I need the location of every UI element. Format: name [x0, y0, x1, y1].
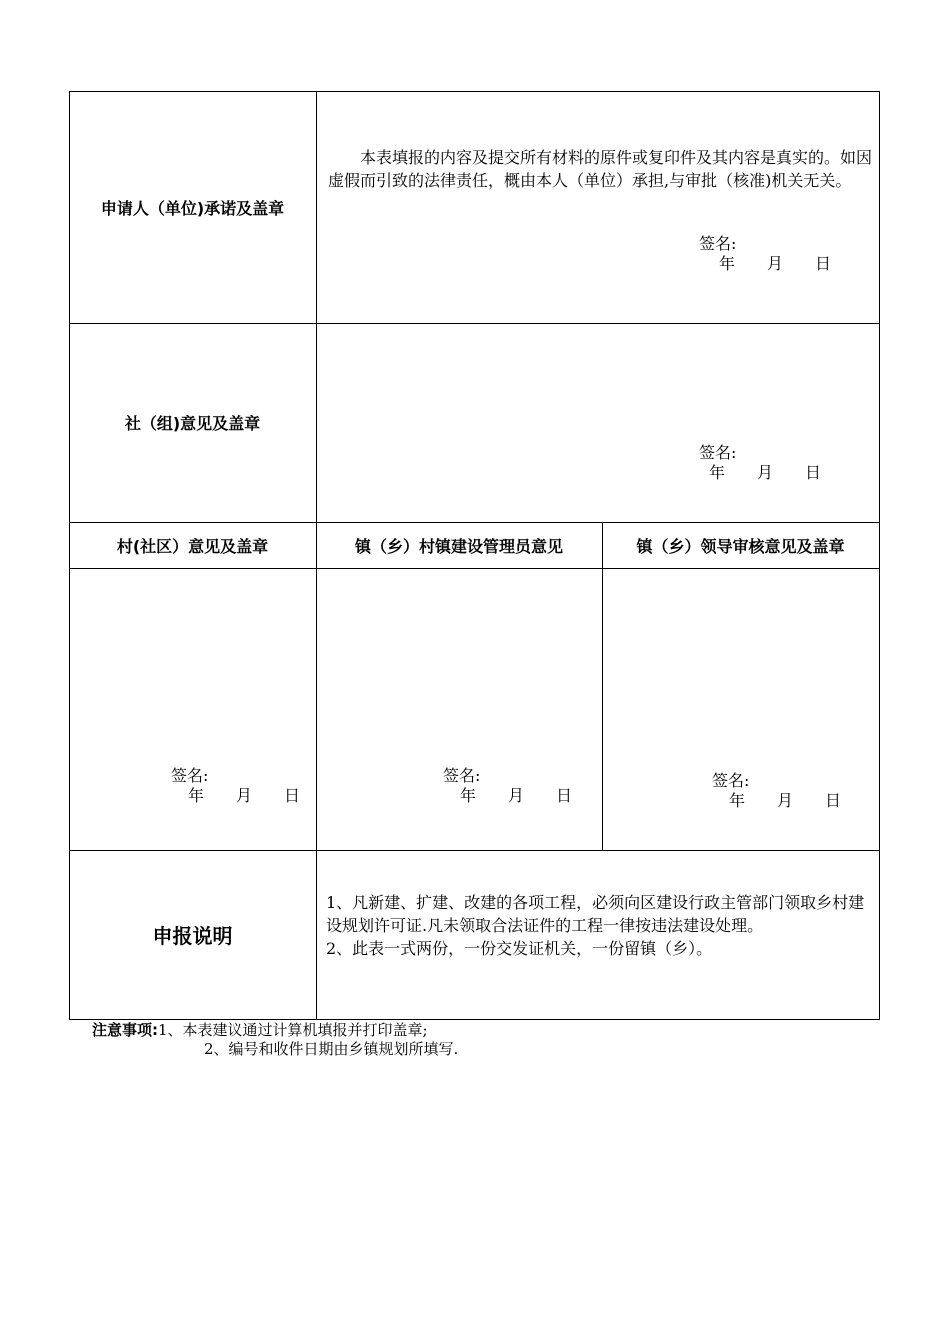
month-label: 月 — [508, 786, 525, 805]
declaration-label: 申报说明 — [152, 924, 233, 948]
table-border-right — [879, 91, 880, 1020]
declaration-item-2: 2、此表一式两份，一份交发证机关，一份留镇（乡）。 — [326, 939, 713, 958]
column-divider — [602, 522, 603, 850]
applicant-promise-label: 申请人（单位)承诺及盖章 — [100, 198, 285, 218]
year-label: 年 — [719, 254, 736, 273]
month-label: 月 — [757, 463, 774, 482]
signature-label: 签名: — [699, 234, 737, 253]
day-label: 日 — [815, 254, 832, 273]
day-label: 日 — [284, 786, 301, 805]
notes-block — [92, 1021, 458, 1059]
community-opinion-label: 社（组)意见及盖章 — [124, 414, 261, 433]
town-manager-opinion-header: 镇（乡）村镇建设管理员意见 — [354, 536, 563, 556]
row-divider — [69, 568, 880, 569]
notes-item-2: 2、编号和收件日期由乡镇规划所填写. — [204, 1040, 459, 1058]
year-label: 年 — [729, 791, 746, 810]
application-form-table — [69, 91, 880, 1020]
community-signature-block — [699, 443, 821, 483]
table-border-bottom — [69, 1019, 880, 1020]
applicant-signature-block — [699, 234, 831, 274]
month-label: 月 — [777, 791, 794, 810]
declaration-text — [326, 891, 874, 960]
applicant-promise-text: 本表填报的内容及提交所有材料的原件或复印件及其内容是真实的。如因虚假而引致的法律责任，概由本人（单位）承担,与审批（核准)机关无关。 — [328, 148, 873, 190]
signature-label: 签名: — [712, 771, 750, 790]
notes-item-1: 1、本表建议通过计算机填报并打印盖章; — [158, 1021, 428, 1039]
month-label: 月 — [767, 254, 784, 273]
leader-signature-block — [712, 771, 841, 811]
year-label: 年 — [709, 463, 726, 482]
year-label: 年 — [460, 786, 477, 805]
day-label: 日 — [556, 786, 573, 805]
village-opinion-header: 村(社区）意见及盖章 — [116, 536, 269, 556]
year-label: 年 — [188, 786, 205, 805]
declaration-item-1: 1、凡新建、扩建、改建的各项工程，必须向区建设行政主管部门领取乡村建设规划许可证.凡未领取合法证件的工程一律按违法建设处理。 — [326, 893, 865, 935]
town-leader-review-header: 镇（乡）领导审核意见及盖章 — [636, 536, 845, 556]
day-label: 日 — [805, 463, 822, 482]
signature-label: 签名: — [699, 443, 737, 462]
notes-title: 注意事项: — [92, 1021, 158, 1039]
village-signature-block — [171, 766, 300, 806]
signature-label: 签名: — [171, 766, 209, 785]
signature-label: 签名: — [443, 766, 481, 785]
day-label: 日 — [825, 791, 842, 810]
month-label: 月 — [236, 786, 253, 805]
manager-signature-block — [443, 766, 572, 806]
